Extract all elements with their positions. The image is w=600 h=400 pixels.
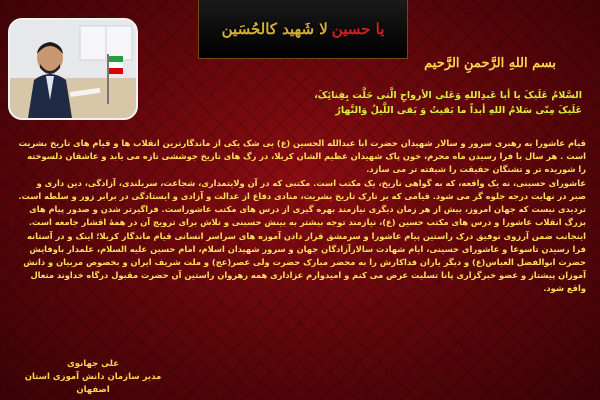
signature-block — [18, 358, 168, 397]
ziyarat-line-2: عَلَیکَ مِنّی سَلامُ اللهِ أبداً ما بَقیتُ وَ بَقی اللَّیلُ وَالنَّهارُ — [335, 105, 582, 116]
signature-title: مدیر سازمان دانش آموزی استان اصفهان — [24, 372, 162, 395]
paragraph-1: قیام عاشورا به رهبری سرور و سالار شهیدان حضرت ابا عبدالله الحسین (ع) بی شک یکی از ماندگارترین انقلاب ها و قیام های تاریخ بشریت است . هر سال با فرا رسیدن ماه محرم، خون پاک شهیدان عظیم الشان کربلا، در رگ های تاریخ جوششی تازه می یابد و عاشقان دلسوخته را شوریده تر و تشنگان حقیقت را شیفته تر می سازد. — [18, 138, 586, 174]
paragraph-3: اینجانب ضمن آرزوی توفیق درک راستین پیام عاشورا و سرمشق قرار دادن آموزه های سراسر انسانی قیام ماندگار کربلا؛ اینک و در آستانه فرا رسیدن تاسوعا و عاشورای حسینی، ایام شهادت سالارآزادگان جهان و سرور شهیدان اسلام، امام حسین علیه السلام، علمدار باوفایش حضرت ابوالفضل العباس(ع) و دیگر یاران فداکارش را به محضر مبارک حضرت ولی عصر(عج) و ملت شریف ایران و بخصوص مربیان و دانش آموزان پیشتاز و عضو خبرگزاری پانا تسلیت عرض می کنم و امیدوارم عزاداری همه رهروان راستین آن حضرت مقبول درگاه خداوند متعال واقع شود. — [23, 231, 586, 293]
ziyarat-text — [162, 88, 582, 118]
ziyarat-line-1: السَّلامُ عَلَیکَ یا أبا عَبدِاللهِ وَعَلی الأرواحِ الَّتی حَلَّت بِفِنائِکَ، — [314, 90, 582, 101]
basmala-heading: بسم اللهِ الرَّحمنِ الرَّحیم — [424, 56, 556, 71]
paragraph-2: عاشورای حسینی، نه یک واقعه، که به گواهی تاریخ، یک مکتب است. مکتبی که در آن ولایتمداری، شجاعت، سربلندی، آزادگی، دین داری و صبر در نهایت درجه جلوه گر می شود. قیامی که بر تارک تاریخ بشریت، منادی دفاع از عدالت و آزادی و ایستادگی در برابر زور و سلطه است. تردیدی نیست که جهان امروز، بیش از هر زمان دیگری نیازمند بهره گیری از درس های مکتب عاشوراست. فراگیرتر شدن و صدور پیام های بزرگ انقلاب عاشورا و درس های مکتب حسین (ع)، نیازمند توجه بیشتر به بینش حسینی و تلاش برای ترویج آن در همهٔ اقشار جامعه است. — [18, 178, 586, 227]
calligraphy-banner — [198, 0, 408, 59]
signature-name: علی جهانوی — [66, 359, 120, 369]
calligraphy-gold-text: لا شَهید کالحُسَین — [221, 20, 328, 38]
portrait-illustration — [10, 20, 136, 118]
message-body — [18, 137, 586, 296]
official-portrait-photo — [8, 18, 138, 120]
calligraphy-red-text: یا حسین — [331, 20, 385, 38]
